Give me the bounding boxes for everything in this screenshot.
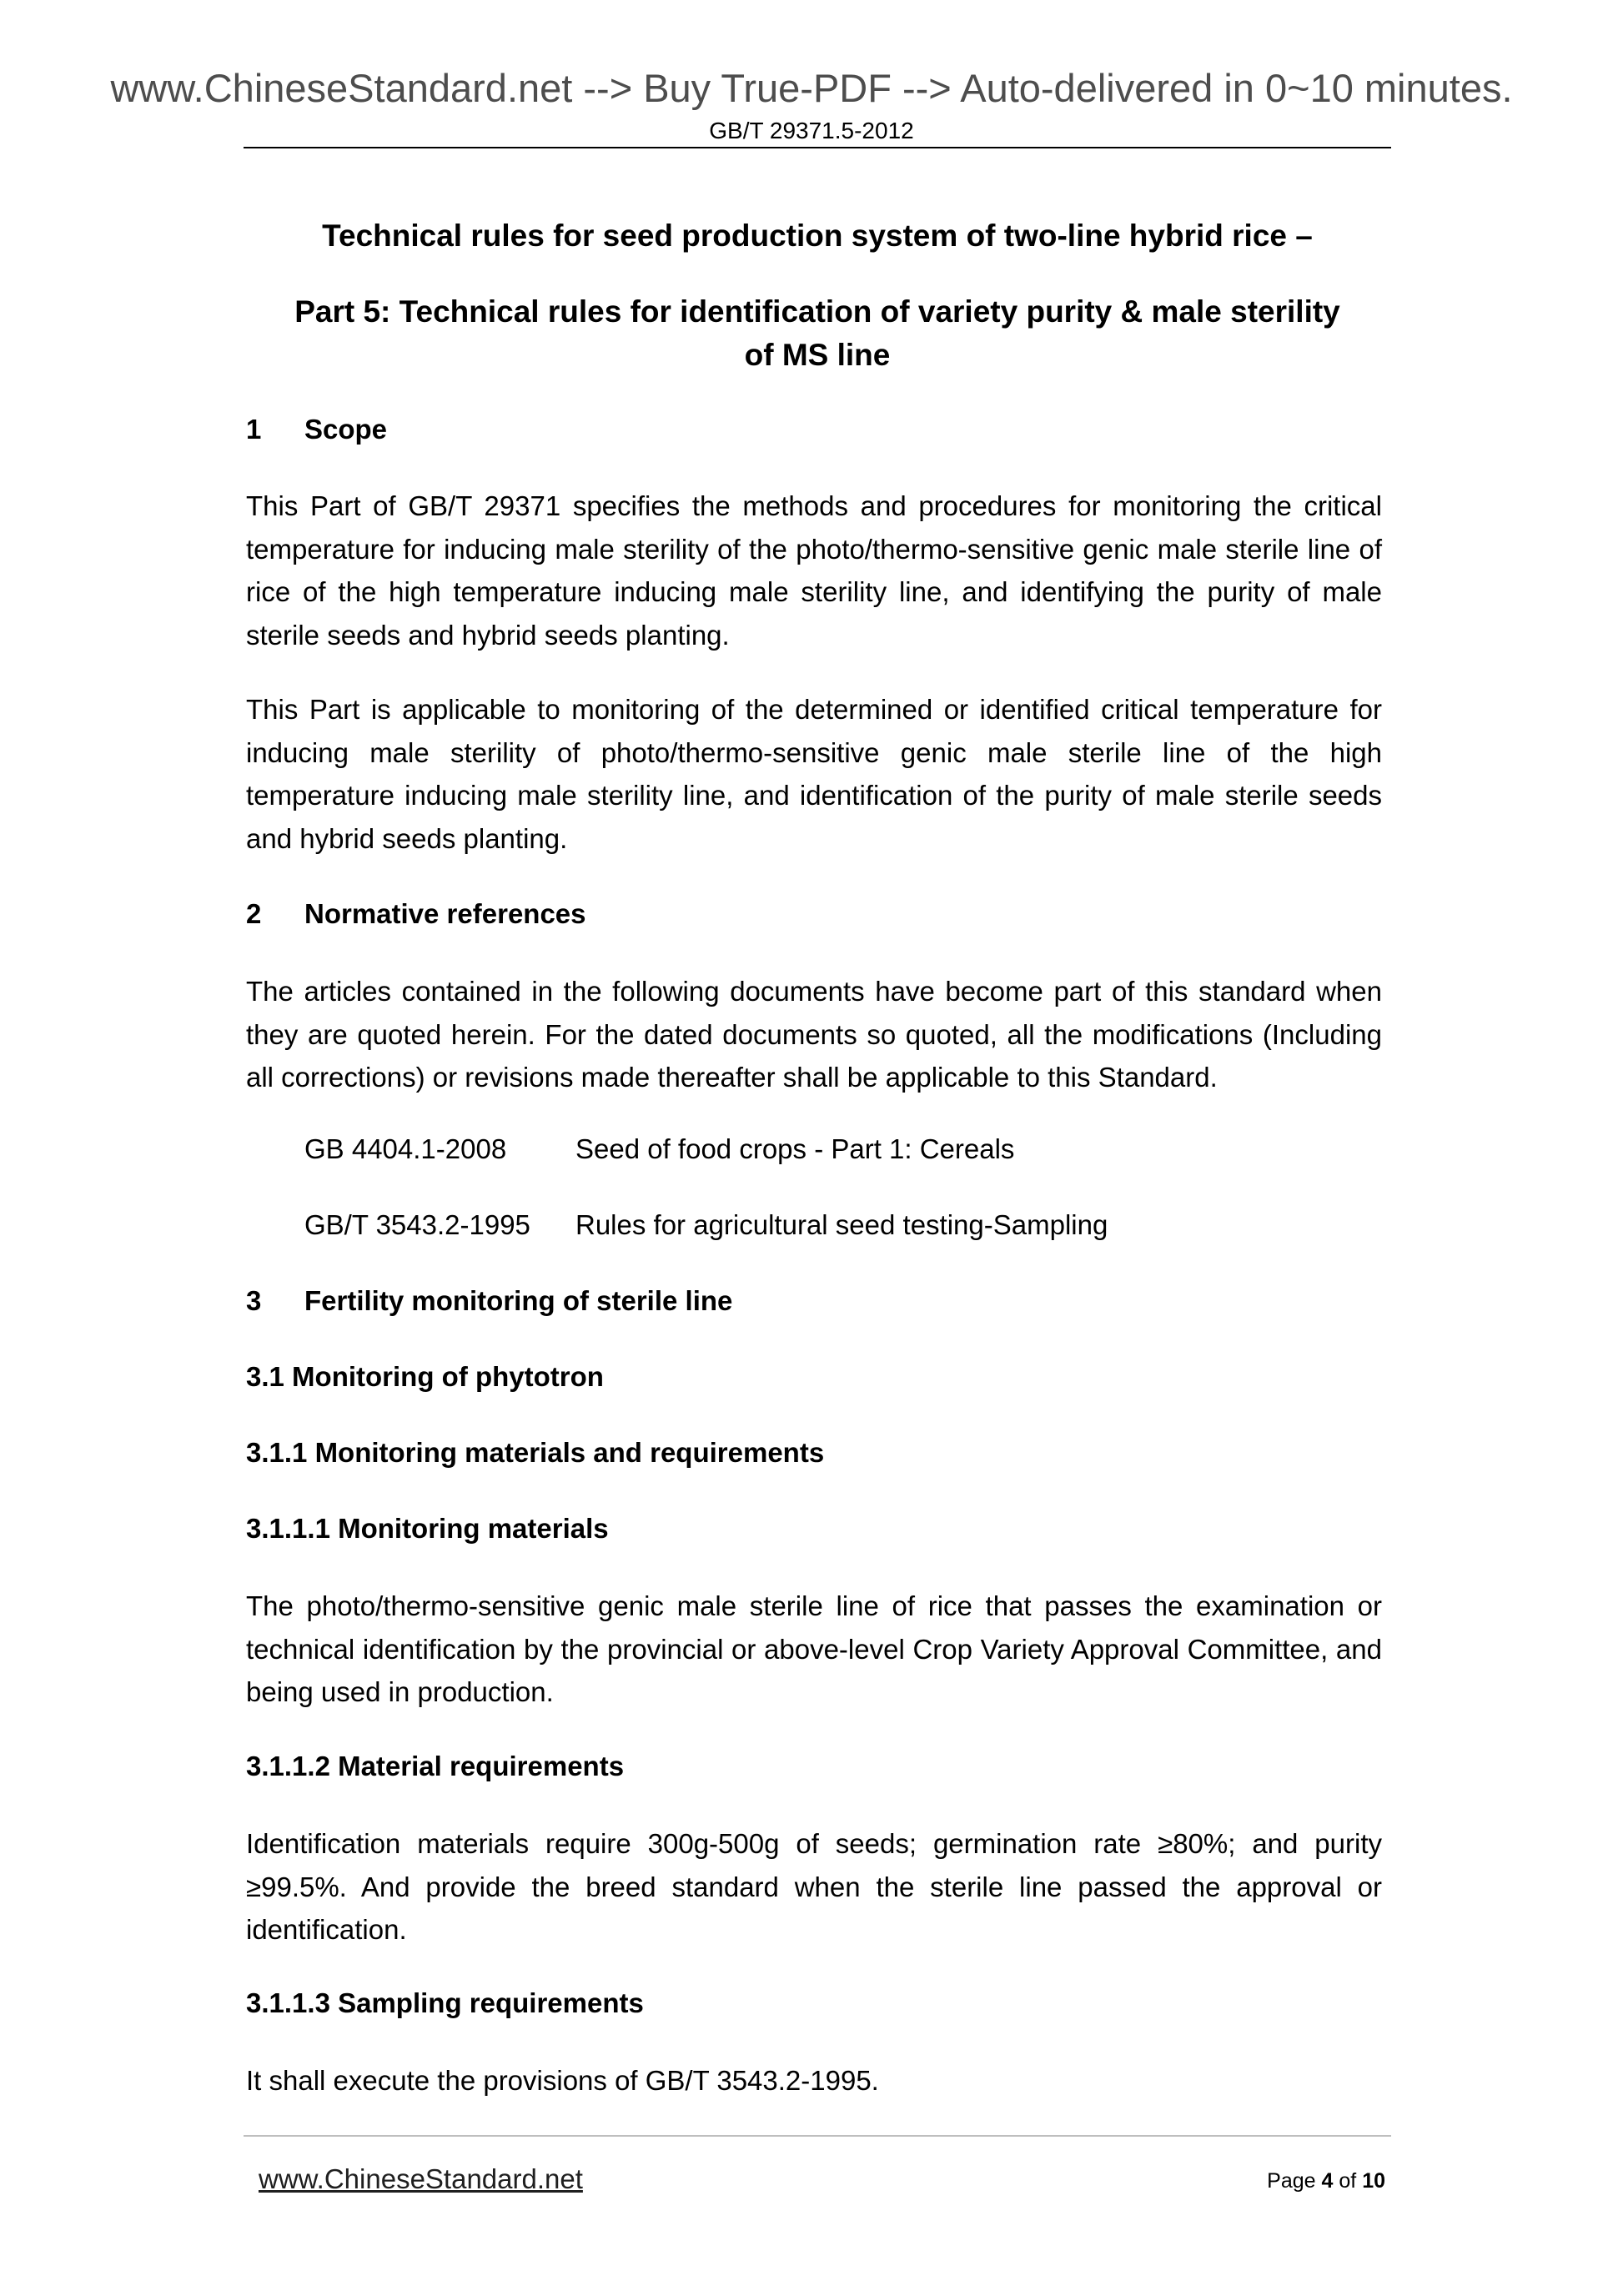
subsection-3-1-heading: 3.1 Monitoring of phytotron bbox=[246, 1361, 604, 1392]
reference-code: GB/T 3543.2-1995 bbox=[304, 1209, 530, 1240]
standard-code: GB/T 29371.5-2012 bbox=[709, 118, 914, 143]
section-number: 1 bbox=[246, 414, 262, 445]
footer-site-link[interactable]: www.ChineseStandard.net bbox=[259, 2163, 583, 2194]
monitoring-materials-paragraph: The photo/thermo-sensitive genic male sterile line of rice that passes the examination or technical identification by the provincial or above-level Crop Variety Approval Committee, and being used in production. bbox=[246, 1590, 1382, 1707]
reference-item bbox=[304, 1132, 1014, 1167]
reference-title: Rules for agricultural seed testing-Sampling bbox=[575, 1209, 1108, 1240]
section-title: Scope bbox=[304, 414, 388, 445]
footer-rule bbox=[244, 2135, 1391, 2137]
part-title: Part 5: Technical rules for identification of variety purity & male sterility bbox=[294, 294, 1340, 329]
header-rule bbox=[244, 147, 1391, 148]
part-title-continued: of MS line bbox=[744, 338, 891, 372]
section-title: Normative references bbox=[304, 898, 586, 929]
section-2-heading bbox=[246, 897, 586, 932]
section-3-heading bbox=[246, 1284, 732, 1319]
section-number: 2 bbox=[246, 898, 262, 929]
references-paragraph: The articles contained in the following documents have become part of this standard when they are quoted herein. For the dated documents so quoted, all the modifications (Including all corrections) or revisions made thereafter shall be applicable to this Standard. bbox=[246, 976, 1382, 1093]
page-label: Page bbox=[1267, 2169, 1316, 2193]
document-title: Technical rules for seed production system of two-line hybrid rice – bbox=[322, 219, 1313, 253]
site-banner: www.ChineseStandard.net --> Buy True-PDF --> Auto-delivered in 0~10 minutes. bbox=[110, 66, 1513, 110]
page-of-label: of bbox=[1339, 2169, 1357, 2193]
reference-item bbox=[304, 1208, 1108, 1243]
section-number: 3 bbox=[246, 1285, 262, 1316]
sampling-requirements-paragraph: It shall execute the provisions of GB/T 3543.2-1995. bbox=[246, 2065, 879, 2096]
scope-paragraph-1: This Part of GB/T 29371 specifies the methods and procedures for monitoring the critical temperature for inducing male sterility of the photo/thermo-sensitive genic male sterile line of rice of the high temperature inducing male sterility line, and identifying the purity of male sterile seeds and hybrid seeds planting. bbox=[246, 490, 1382, 651]
subsection-3-1-1-3-heading: 3.1.1.3 Sampling requirements bbox=[246, 1987, 644, 2018]
subsection-3-1-1-1-heading: 3.1.1.1 Monitoring materials bbox=[246, 1513, 609, 1544]
page-indicator bbox=[1267, 2167, 1385, 2195]
page-total: 10 bbox=[1362, 2169, 1385, 2193]
reference-title: Seed of food crops - Part 1: Cereals bbox=[575, 1133, 1015, 1164]
material-requirements-paragraph: Identification materials require 300g-500g of seeds; germination rate ≥80%; and purity ≥99.5%. And provide the breed standard when the sterile line passed the approval or identification. bbox=[246, 1828, 1382, 1945]
section-1-heading bbox=[246, 412, 387, 447]
page-number: 4 bbox=[1321, 2169, 1334, 2193]
subsection-3-1-1-heading: 3.1.1 Monitoring materials and requirements bbox=[246, 1437, 825, 1468]
section-title: Fertility monitoring of sterile line bbox=[304, 1285, 733, 1316]
subsection-3-1-1-2-heading: 3.1.1.2 Material requirements bbox=[246, 1751, 625, 1781]
reference-code: GB 4404.1-2008 bbox=[304, 1133, 507, 1164]
scope-paragraph-2: This Part is applicable to monitoring of the determined or identified critical temperature for inducing male sterility of photo/thermo-sensitive genic male sterile line of the high temperature inducing male sterility line, and identification of the purity of male sterile seeds and hybrid seeds planting. bbox=[246, 694, 1382, 854]
